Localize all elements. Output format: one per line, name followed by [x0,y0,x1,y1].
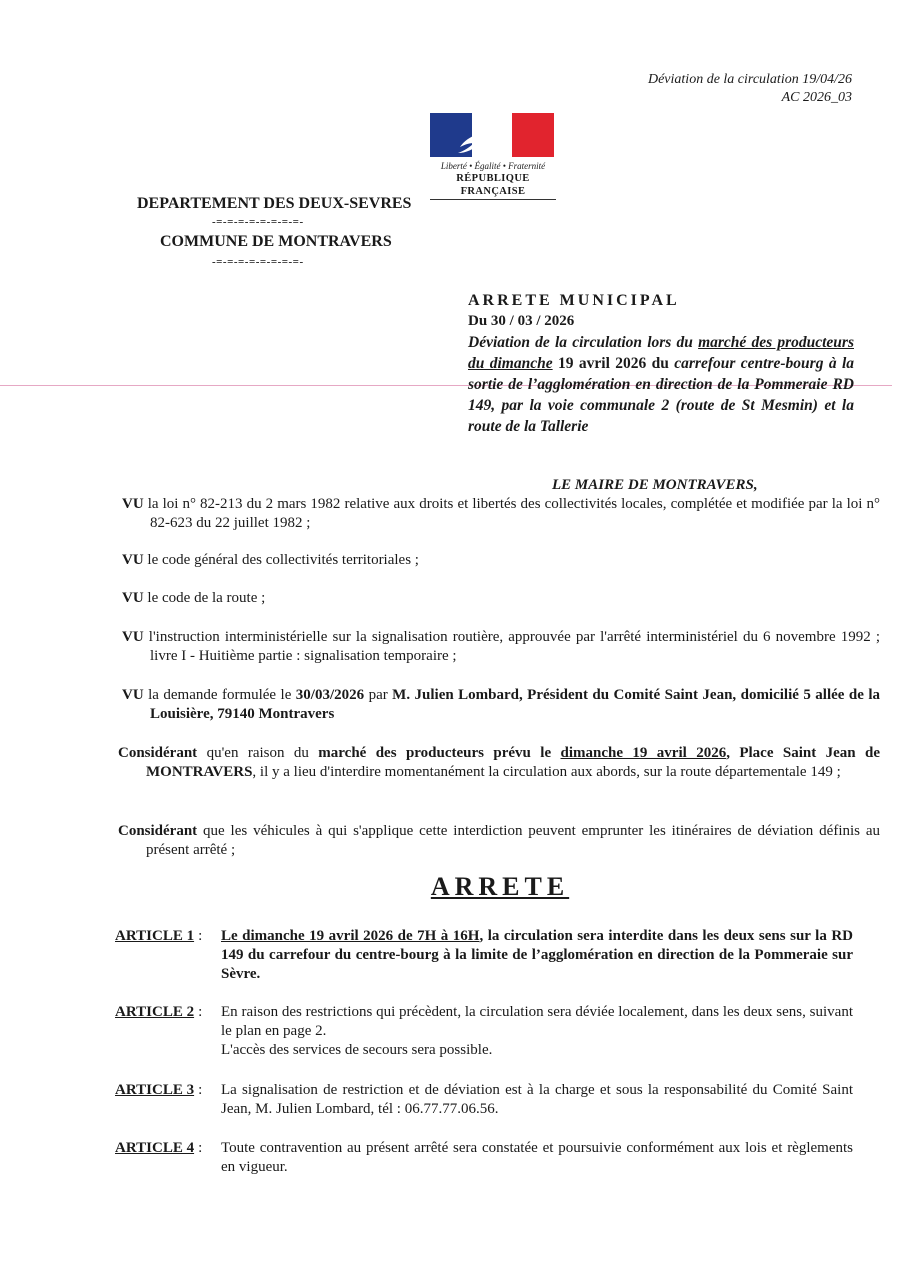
arrete-header [468,291,854,437]
article-label: ARTICLE 4 : [115,1140,203,1156]
article-4-body: Toute contravention au présent arrêté sera constatée et poursuivie conformément aux lois et règlements en vigueur. [221,1140,853,1175]
desc-text: Déviation de la circulation lors du [468,334,699,351]
requester-info: M. Julien Lombard, Président du Comité Saint Jean, domicilié 5 allée de la Louisière, 79140 Montravers [150,687,880,722]
desc-underlined: marché des producteurs du dimanche [468,334,854,372]
separator-line: -=-=-=-=-=-=-=-=- [212,256,304,268]
visa-text: le code de la route ; [143,590,266,606]
maire-heading: LE MAIRE DE MONTRAVERS, [552,477,758,493]
article-1-schedule: Le dimanche 19 avril 2026 de 7H à 16H [221,928,480,944]
visa-lead: VU [122,590,144,606]
logo-divider [430,199,556,200]
visa-paragraph [122,495,880,533]
article-1 [115,927,853,984]
article-1-body: , la circulation sera interdite dans les deux sens sur la RD 149 du carrefour du centre-bourg à la limite de l’agglomération en direction de la Pommeraie sur Sèvre. [221,928,853,982]
document-reference-title: Déviation de la circulation 19/04/26 [647,72,852,87]
separator-line: -=-=-=-=-=-=-=-=- [212,216,304,228]
visa-lead: VU [122,687,144,703]
article-3 [115,1081,853,1119]
visa-text: la demande formulée le [143,687,296,703]
considerant-paragraph [118,744,880,782]
republique-francaise-logo [430,113,556,200]
considerant-text: , il y a lieu d'interdire momentanément la circulation aux abords, sur la route départementale 149 ; [252,764,841,780]
article-2-body: En raison des restrictions qui précèdent, la circulation sera déviée localement, dans les deux sens, suivant le plan en page 2. [221,1004,853,1039]
document-reference-code: AC 2026_03 [781,90,852,105]
visa-text: le code général des collectivités territoriales ; [143,552,419,568]
visa-paragraph [122,628,880,666]
article-4 [115,1139,853,1177]
arrete-header-title: ARRETE MUNICIPAL [468,292,680,309]
article-text [115,1081,853,1119]
article-3-body: La signalisation de restriction et de déviation est à la charge et sous la responsabilité du Comité Saint Jean, M. Julien Lombard, tél : 06.77.77.06.56. [221,1082,853,1117]
considerant-paragraph [118,822,880,860]
article-2 [115,1003,853,1060]
logo-motto: Liberté • Égalité • Fraternité [440,161,546,171]
article-label-text: ARTICLE 1 [115,928,195,944]
considerant-lead: Considérant [118,745,198,761]
visa-text: par [364,687,393,703]
request-date: 30/03/2026 [295,687,365,703]
event-date: dimanche 19 avril 2026 [560,745,727,761]
visa-paragraph-request [122,686,880,724]
event-name: marché des producteurs prévu le [318,745,561,761]
visa-paragraph [122,551,880,570]
considerant-text: que les véhicules à qui s'applique cette interdiction peuvent emprunter les itinéraires de déviation définis au présent arrêté ; [146,823,880,858]
article-label: ARTICLE 1 : [115,928,203,944]
visa-text: l'instruction interministérielle sur la signalisation routière, approuvée par l'arrêté interministériel du 6 novembre 1992 ; livre I - Huitième partie : signalisation temporaire ; [143,629,880,664]
visa-lead: VU [122,629,144,645]
article-label: ARTICLE 2 : [115,1004,203,1020]
visa-lead: VU [122,552,144,568]
desc-text-rest: carrefour centre-bourg à la sortie de l’agglomération en direction de la Pommeraie RD 149, par la voie communale 2 (route de St Mesmin) et la route de la Tallerie [468,355,855,435]
article-text [115,1139,853,1177]
event-place: , Place Saint Jean de MONTRAVERS [146,745,881,780]
arrete-header-date: Du 30 / 03 / 2026 [468,313,575,329]
article-2-body-2: L'accès des services de secours sera possible. [221,1042,493,1058]
logo-republique: RÉPUBLIQUE FRANÇAISE [456,173,530,197]
article-label: ARTICLE 3 : [115,1082,203,1098]
visa-lead: VU [122,496,144,512]
considerant-text: qu'en raison du [197,745,319,761]
article-label-text: ARTICLE 4 [115,1140,195,1156]
arrete-header-description [468,332,854,437]
article-label-text: ARTICLE 2 [115,1004,195,1020]
department-name: DEPARTEMENT DES DEUX-SEVRES [137,195,412,212]
considerant-lead: Considérant [118,823,198,839]
article-text [115,1003,853,1060]
marianne-flag-icon [430,113,554,157]
desc-date: 19 avril 2026 [552,355,652,372]
visa-text: la loi n° 82-213 du 2 mars 1982 relative aux droits et libertés des collectivités locales, complétée et modifiée par la loi n° 82-623 du 22 juillet 1982 ; [143,496,880,531]
article-text [115,927,853,984]
arrete-title-text: ARRETE [430,872,570,901]
visa-paragraph [122,589,880,608]
article-label-text: ARTICLE 3 [115,1082,195,1098]
commune-name: COMMUNE DE MONTRAVERS [160,233,392,250]
desc-du: du [651,355,669,372]
arrete-title [0,872,900,901]
